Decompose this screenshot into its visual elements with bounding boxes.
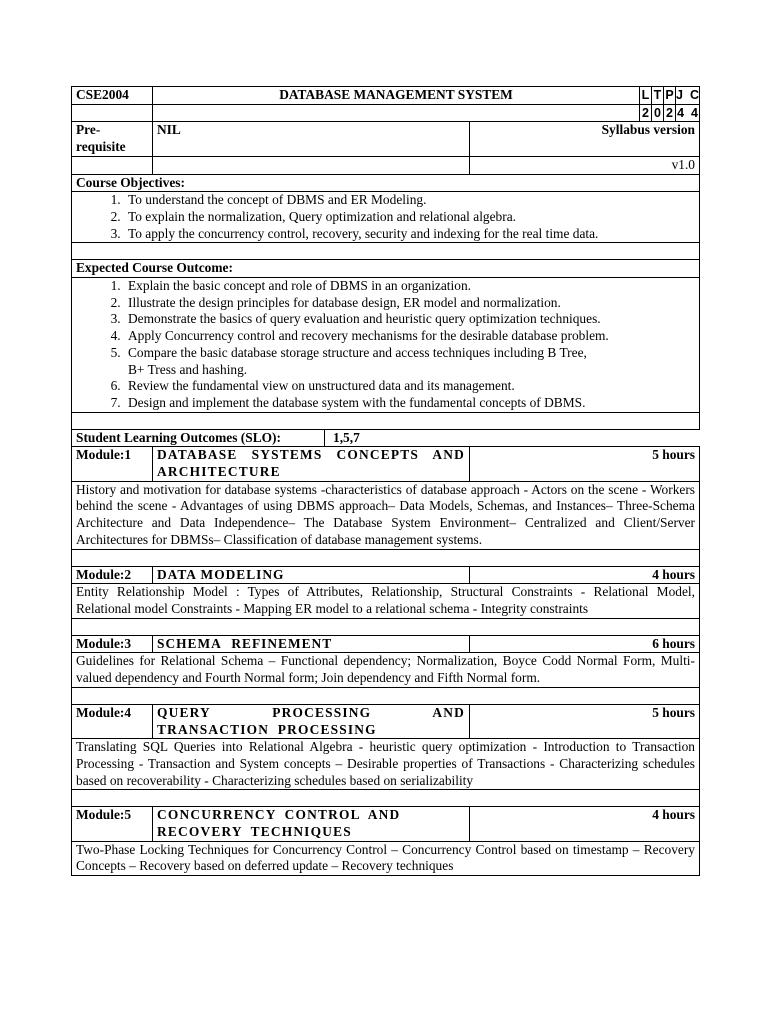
module-header-row: [72, 807, 700, 841]
list-item: 7. Design and implement the database system with the fundamental concepts of DBMS.: [124, 395, 695, 412]
module-header-row: [72, 635, 700, 653]
list-item: 1. To understand the concept of DBMS and ER Modeling.: [124, 192, 695, 209]
ltpjc-label-p: P: [664, 87, 676, 105]
prerequisite-row: [72, 122, 700, 156]
module-content: History and motivation for database systems -characteristics of database approach - Actors on the scene - Workers behind the scene - Advantages of using DBMS approach– Data Models, Schemas, and Instances– Three-Schema Architecture and Data Independence– The Database System Environment– Centralized and Client/Server Architectures for DBMSs– Classification of database management systems.: [72, 481, 700, 549]
module-hours: 4 hours: [470, 807, 700, 841]
slo-label: Student Learning Outcomes (SLO):: [72, 430, 325, 447]
course-code: CSE2004: [72, 87, 153, 105]
syllabus-table: [71, 86, 700, 876]
list-item: 3. To apply the concurrency control, recovery, security and indexing for the real time data.: [124, 226, 695, 243]
module-label: Module:2: [72, 566, 153, 584]
prerequisite-label: Pre-requisite: [72, 122, 153, 156]
objectives-heading-row: [72, 174, 700, 192]
module-header-row: [72, 447, 700, 481]
module-title: CONCURRENCY CONTROL AND RECOVERY TECHNIQUES: [153, 807, 470, 841]
prerequisite-value: NIL: [153, 122, 470, 156]
module-title: DATA MODELING: [153, 566, 470, 584]
ltpjc-value-p: 2: [664, 104, 676, 122]
module-header-row: [72, 566, 700, 584]
course-title: DATABASE MANAGEMENT SYSTEM: [153, 87, 640, 105]
ltpjc-value-l: 2: [640, 104, 652, 122]
ltpjc-value-t: 0: [652, 104, 664, 122]
module-title: SCHEMA REFINEMENT: [153, 635, 470, 653]
module-label: Module:3: [72, 635, 153, 653]
ltpjc-value-jc: [676, 104, 700, 122]
module-hours: 5 hours: [470, 447, 700, 481]
module-content: Guidelines for Relational Schema – Functional dependency; Normalization, Boyce Codd Normal Form, Multi-valued dependency and Fourth Normal form; Join dependency and Fifth Normal form.: [72, 653, 700, 687]
outcomes-list: [76, 278, 695, 412]
module-content: Entity Relationship Model : Types of Attributes, Relationship, Structural Constraints - Relational Model, Relational model Constraints - Mapping ER model to a relational schema - Integrity constraints: [72, 584, 700, 618]
outcomes-heading: Expected Course Outcome:: [72, 260, 700, 278]
module-label: Module:1: [72, 447, 153, 481]
ltpjc-label-l: L: [640, 87, 652, 105]
module-content-row: [72, 481, 700, 549]
list-item: 5. Compare the basic database storage structure and access techniques including B Tree, B+ Tress and hashing.: [124, 345, 605, 378]
list-item: 2. To explain the normalization, Query optimization and relational algebra.: [124, 209, 695, 226]
module-hours: 6 hours: [470, 635, 700, 653]
module-content-row: [72, 739, 700, 790]
ltpjc-values-row: [72, 104, 700, 122]
outcomes-list-row: [72, 278, 700, 413]
list-item: 4. Apply Concurrency control and recovery mechanisms for the desirable database problem.: [124, 328, 695, 345]
ltpjc-label-t: T: [652, 87, 664, 105]
objectives-list-row: [72, 192, 700, 243]
syllabus-version-label: Syllabus version: [470, 122, 700, 156]
list-item: 1. Explain the basic concept and role of DBMS in an organization.: [124, 278, 565, 295]
outcomes-heading-row: [72, 260, 700, 278]
module-hours: 4 hours: [470, 566, 700, 584]
ltpjc-label-jc: [676, 87, 700, 105]
list-item: 2. Illustrate the design principles for database design, ER model and normalization.: [124, 295, 565, 312]
module-content-row: [72, 653, 700, 687]
module-label: Module:4: [72, 704, 153, 738]
list-item: 6. Review the fundamental view on unstructured data and its management.: [124, 378, 565, 395]
slo-row: [72, 429, 700, 447]
syllabus-version-row: [72, 156, 700, 174]
module-content: Translating SQL Queries into Relational Algebra - heuristic query optimization - Introduction to Transaction Processing - Transaction and System concepts – Desirable properties of Transactions - Characterizing schedules based on recoverability - Characterizing schedules based on serializability: [72, 739, 700, 790]
objectives-heading: Course Objectives:: [72, 174, 700, 192]
module-hours: 5 hours: [470, 704, 700, 738]
course-header-row: [72, 87, 700, 105]
module-header-row: [72, 704, 700, 738]
list-item: 3. Demonstrate the basics of query evaluation and heuristic query optimization techniques.: [124, 311, 695, 328]
slo-value: 1,5,7: [333, 429, 360, 445]
module-content-row: [72, 584, 700, 618]
syllabus-version-value: v1.0: [470, 156, 700, 174]
module-content-row: [72, 841, 700, 875]
syllabus-page: [71, 86, 699, 876]
ltpjc-label-j: J: [676, 88, 683, 102]
module-label: Module:5: [72, 807, 153, 841]
objectives-list: [76, 192, 695, 242]
ltpjc-value-j: 4: [677, 105, 685, 120]
ltpjc-label-c: C: [689, 88, 699, 102]
module-title: DATABASE SYSTEMS CONCEPTS AND ARCHITECTURE: [153, 447, 470, 481]
module-content: Two-Phase Locking Techniques for Concurrency Control – Concurrency Control based on timestamp – Recovery Concepts – Recovery based on deferred update – Recovery techniques: [72, 841, 700, 875]
module-title: QUERY PROCESSING AND TRANSACTION PROCESSING: [153, 704, 470, 738]
ltpjc-value-c: 4: [690, 105, 698, 120]
